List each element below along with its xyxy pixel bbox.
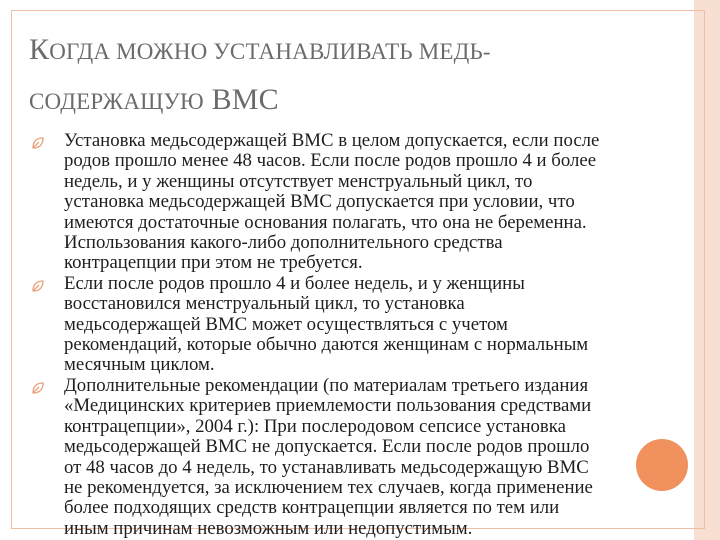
slide-title — [29, 26, 589, 126]
bullet-text-line: Установка медьсодержащей ВМС в целом допускается, если после — [64, 130, 600, 151]
bullet-list — [31, 131, 711, 539]
bullet-text-line: установка медьсодержащей ВМС допускается при условии, что — [64, 191, 575, 213]
bullet-text-line: Дополнительные рекомендации (по материалам третьего издания — [64, 374, 589, 396]
bullet-text-line: «Медицинских критериев приемлемости пользования средствами — [64, 395, 592, 417]
bullet-text-line: иным причинам невозможным или недопустимым. — [64, 517, 473, 539]
bullet-text-line: недель, и у женщины отсутствует менструальный цикл, то — [64, 170, 533, 192]
bullet-text-line: Использования какого-либо дополнительного средства — [64, 232, 503, 254]
bullet-text-line: медьсодержащей ВМС не допускается. Если после родов прошло — [64, 436, 590, 458]
title-line2-word: СОДЕРЖАЩУЮ — [29, 89, 204, 114]
bullet-text-line: контрацепции», 2004 г.): При послеродовом сепсисе установка — [64, 415, 566, 437]
title-line2-rest: ВМС — [203, 83, 279, 116]
decorative-circle — [636, 439, 688, 491]
list-item — [31, 131, 711, 274]
bullet-text-line: Если после родов прошло 4 и более недель, и у женщины — [64, 272, 525, 294]
title-initial: К — [29, 33, 50, 66]
bullet-text-line: медьсодержащей ВМС может осуществляться с учетом — [64, 313, 508, 335]
leaf-bullet-icon — [31, 381, 45, 395]
leaf-bullet-icon — [31, 136, 45, 150]
bullet-text-line: имеются достаточные основания полагать, что она не беременна. — [64, 211, 587, 233]
list-item — [31, 274, 711, 376]
title-line1: ОГДА МОЖНО УСТАНАВЛИВАТЬ МЕДЬ- — [49, 39, 491, 64]
list-item — [31, 376, 711, 539]
bullet-text-line: восстановился менструальный цикл, то установка — [64, 293, 465, 315]
leaf-bullet-icon — [31, 279, 45, 293]
bullet-text-line: более подходящих средств контрацепции является по тем или — [64, 497, 560, 519]
bullet-text-line: не рекомендуется, за исключением тех случаев, когда применение — [64, 476, 593, 498]
bullet-text-line: рекомендаций, которые обычно даются женщинам с нормальным — [64, 334, 589, 356]
bullet-text-line: родов прошло менее 48 часов. Если после родов прошло 4 и более — [64, 150, 597, 172]
bullet-text-line: от 48 часов до 4 недель, то устанавливать медьсодержащую ВМС — [64, 456, 589, 478]
bullet-text-line: месячным циклом. — [64, 354, 215, 376]
bullet-text-line: контрацепции при этом не требуется. — [64, 252, 363, 274]
